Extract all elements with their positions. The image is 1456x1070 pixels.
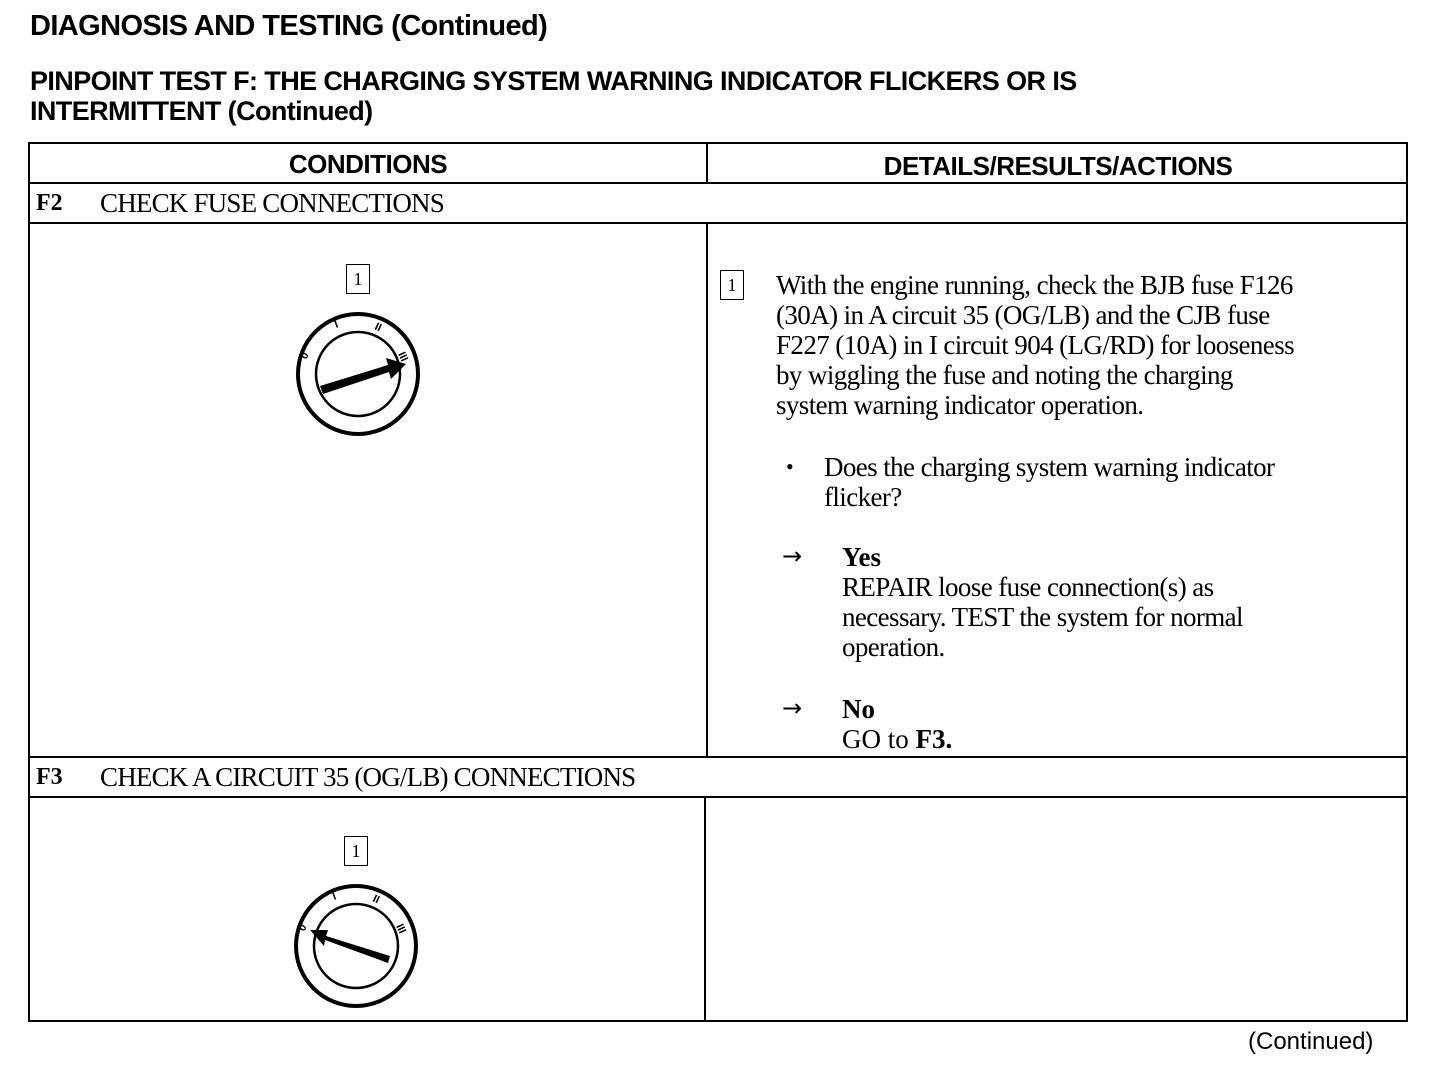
ignition-switch-off-figure	[290, 880, 422, 1012]
instruction-line: system warning indicator operation.	[776, 390, 1144, 420]
f3-divider	[704, 798, 706, 1020]
ignition-switch-run-figure	[292, 308, 424, 440]
detail-label: 1	[720, 270, 744, 300]
figure-label: 1	[346, 264, 370, 294]
ignition-mark-1: I	[330, 890, 338, 903]
step-title: CHECK A CIRCUIT 35 (OG/LB) CONNECTIONS	[100, 761, 636, 792]
row-line	[30, 796, 1406, 798]
conditions-header: CONDITIONS	[288, 148, 448, 179]
arrow-right-icon: →	[782, 694, 803, 722]
step-id: F2	[36, 189, 63, 216]
instruction-line: (30A) in A circuit 35 (OG/LB) and the CJB fuse	[776, 300, 1270, 330]
ignition-mark-2: II	[370, 892, 382, 907]
yes-line: REPAIR loose fuse connection(s) as	[842, 572, 1214, 602]
key-arrow-icon	[320, 358, 406, 394]
f2-yes-result	[842, 542, 1382, 662]
instruction-line: F227 (10A) in I circuit 904 (LG/RD) for looseness	[776, 330, 1295, 360]
ignition-mark-0: 0	[296, 922, 310, 934]
f2-divider	[706, 224, 708, 756]
step-title: CHECK FUSE CONNECTIONS	[100, 187, 444, 218]
ignition-mark-3: III	[393, 922, 409, 936]
bullet-icon: •	[786, 454, 794, 479]
details-header: DETAILS/RESULTS/ACTIONS	[883, 150, 1233, 181]
ignition-mark-0: 0	[298, 350, 312, 362]
pinpoint-table	[28, 142, 1408, 1022]
step-id: F3	[36, 763, 63, 790]
test-title	[30, 66, 1077, 126]
continued-note: (Continued)	[1248, 1028, 1374, 1055]
instruction-line: With the engine running, check the BJB fuse F126	[776, 270, 1293, 300]
ignition-mark-3: III	[395, 350, 411, 364]
row-line	[30, 222, 1406, 224]
no-target-link[interactable]: F3.	[915, 724, 953, 754]
f2-no-result	[842, 694, 1382, 754]
question-line: Does the charging system warning indicator	[824, 452, 1275, 482]
yes-line: necessary. TEST the system for normal	[842, 602, 1243, 632]
test-title-line2: INTERMITTENT (Continued)	[30, 96, 373, 126]
step-f2-heading	[36, 184, 444, 222]
arrow-right-icon: →	[782, 542, 803, 570]
yes-label: Yes	[842, 542, 881, 572]
f2-instructions	[776, 270, 1396, 420]
f2-question	[824, 452, 1384, 512]
ignition-mark-2: II	[372, 320, 384, 335]
key-arrow-icon	[310, 930, 390, 963]
figure-label: 1	[344, 836, 368, 866]
question-line: flicker?	[824, 482, 902, 512]
ignition-mark-1: I	[332, 318, 340, 331]
yes-line: operation.	[842, 632, 945, 662]
no-line	[842, 724, 1382, 754]
no-action: GO to	[842, 724, 916, 754]
no-label: No	[842, 694, 875, 724]
section-title: DIAGNOSIS AND TESTING (Continued)	[30, 10, 548, 42]
instruction-line: by wiggling the fuse and noting the charging	[776, 360, 1233, 390]
test-title-line1: PINPOINT TEST F: THE CHARGING SYSTEM WARNING INDICATOR FLICKERS OR IS	[30, 66, 1077, 96]
step-f3-heading	[36, 758, 635, 796]
